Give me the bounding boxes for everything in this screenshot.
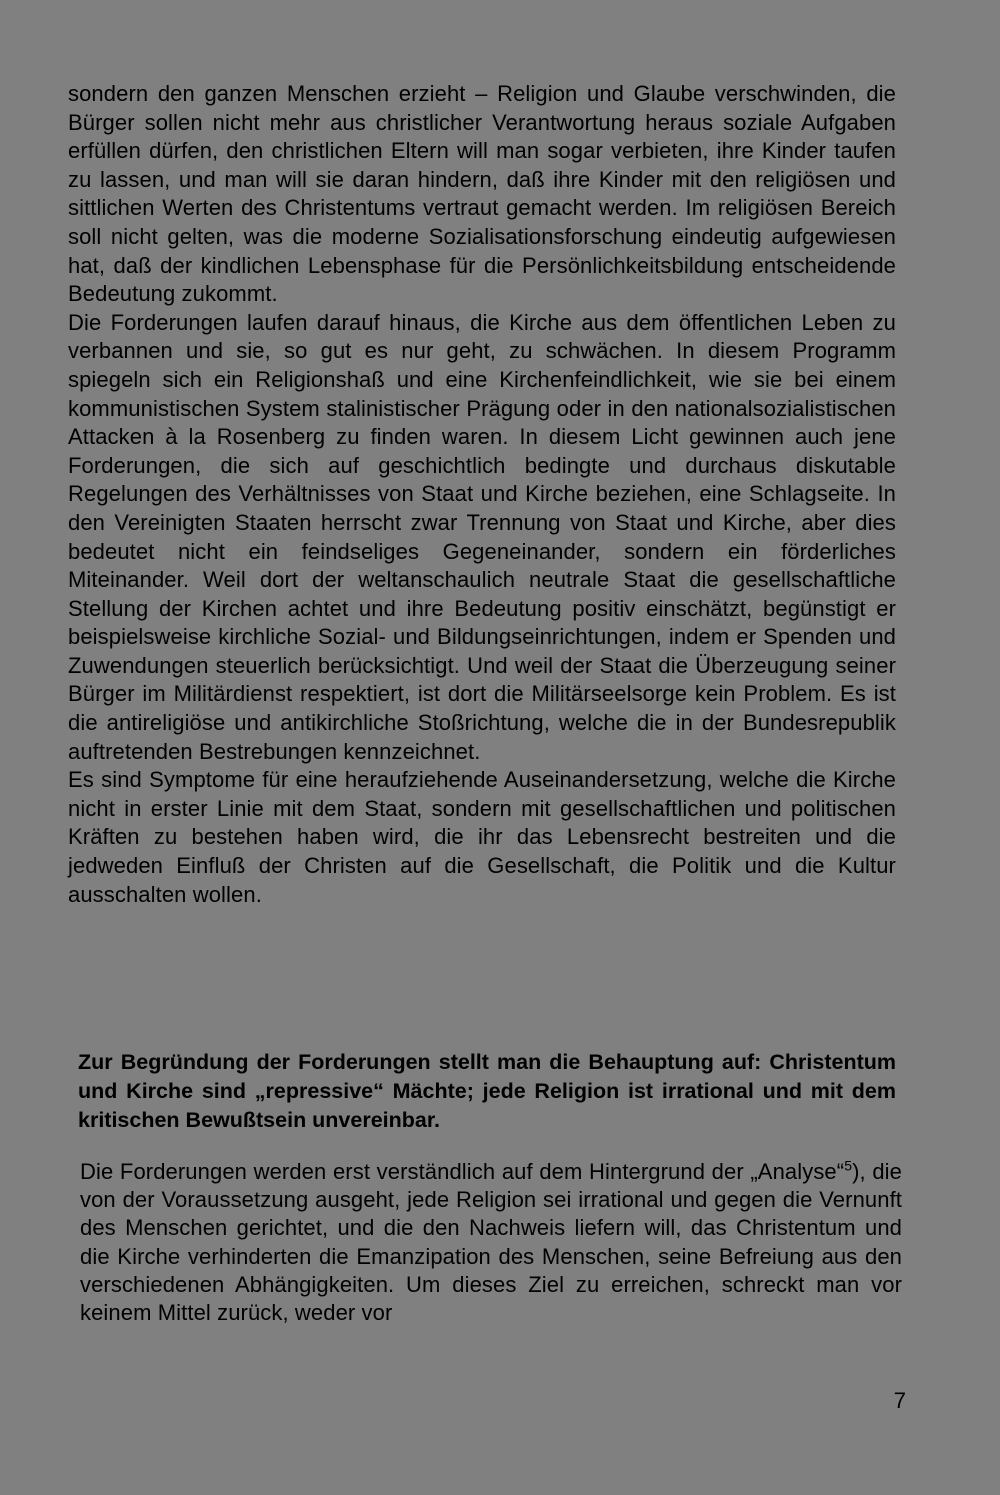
body-text-top — [68, 80, 896, 909]
footnote-reference: 5 — [844, 1157, 853, 1174]
paragraph-1: sondern den ganzen Menschen erzieht – Religion und Glaube verschwinden, die Bürger sollen nicht mehr aus christlicher Verantwortung heraus soziale Aufgaben erfüllen dürfen, den christlichen Eltern will man sogar verbieten, ihre Kinder taufen zu lassen, und man will sie daran hindern, daß ihre Kinder mit den religiösen und sittlichen Werten des Christentums vertraut gemacht werden. Im religiösen Bereich soll nicht gelten, was die moderne Sozialisationsforschung eindeutig aufgewiesen hat, daß der kindlichen Lebensphase für die Persönlichkeitsbildung entscheidende Bedeutung zukommt. — [68, 81, 896, 307]
paragraph-4-start: Die Forderungen werden erst verständlich auf dem Hintergrund der „Analyse“ — [80, 1159, 845, 1184]
paragraph-4-rest: ), die von der Voraussetzung ausgeht, jede Religion sei irrational und gegen die Vernunft des Menschen gerichtet, und die den Nachweis liefern will, das Christentum und die Kirche verhinderten die Emanzipation des Menschen, seine Befreiung aus den verschiedenen Abhängigkeiten. Um dieses Ziel zu erreichen, schreckt man vor keinem Mittel zurück, weder vor — [80, 1159, 902, 1326]
section-heading: Zur Begründung der Forderungen stellt man die Behauptung auf: Christentum und Kirche sind „repressive“ Mächte; jede Religion ist irrational und mit dem kritischen Bewußtsein unvereinbar. — [78, 1050, 896, 1132]
body-text-bottom — [80, 1158, 902, 1327]
paragraph-2: Die Forderungen laufen darauf hinaus, die Kirche aus dem öffentlichen Leben zu verbannen und sie, so gut es nur geht, zu schwächen. In diesem Programm spiegeln sich ein Religionshaß und eine Kirchenfeindlichkeit, wie sie bei einem kommunistischen System stalinistischer Prägung oder in den nationalsozialistischen Attacken à la Rosenberg zu finden waren. In diesem Licht gewinnen auch jene Forderungen, die sich auf geschichtlich bedingte und durchaus diskutable Regelungen des Verhältnisses von Staat und Kirche beziehen, eine Schlagseite. In den Vereinigten Staaten herrscht zwar Trennung von Staat und Kirche, aber dies bedeutet nicht ein feindseliges Gegeneinander, sondern ein förderliches Miteinander. Weil dort der weltanschaulich neutrale Staat die gesellschaftliche Stellung der Kirchen achtet und ihre Bedeutung positiv einschätzt, begünstigt er beispielsweise kirchliche Sozial- und Bildungseinrichtungen, indem er Spenden und Zuwendungen steuerlich berücksichtigt. Und weil der Staat die Überzeugung seiner Bürger im Militärdienst respektiert, ist dort die Militärseelsorge kein Problem. Es ist die antireligiöse und antikirchliche Stoßrichtung, welche die in der Bundesrepublik auftretenden Bestrebungen kennzeichnet. — [68, 309, 896, 764]
paragraph-3: Es sind Symptome für eine heraufziehende Auseinandersetzung, welche die Kirche nicht in erster Linie mit dem Staat, sondern mit gesellschaftlichen und politischen Kräften zu bestehen haben wird, die ihr das Lebensrecht bestreiten und die jedweden Einfluß der Christen auf die Gesellschaft, die Politik und die Kultur ausschalten wollen. — [68, 767, 896, 907]
page-number: 7 — [893, 1388, 906, 1413]
paragraph-4 — [80, 1158, 902, 1327]
